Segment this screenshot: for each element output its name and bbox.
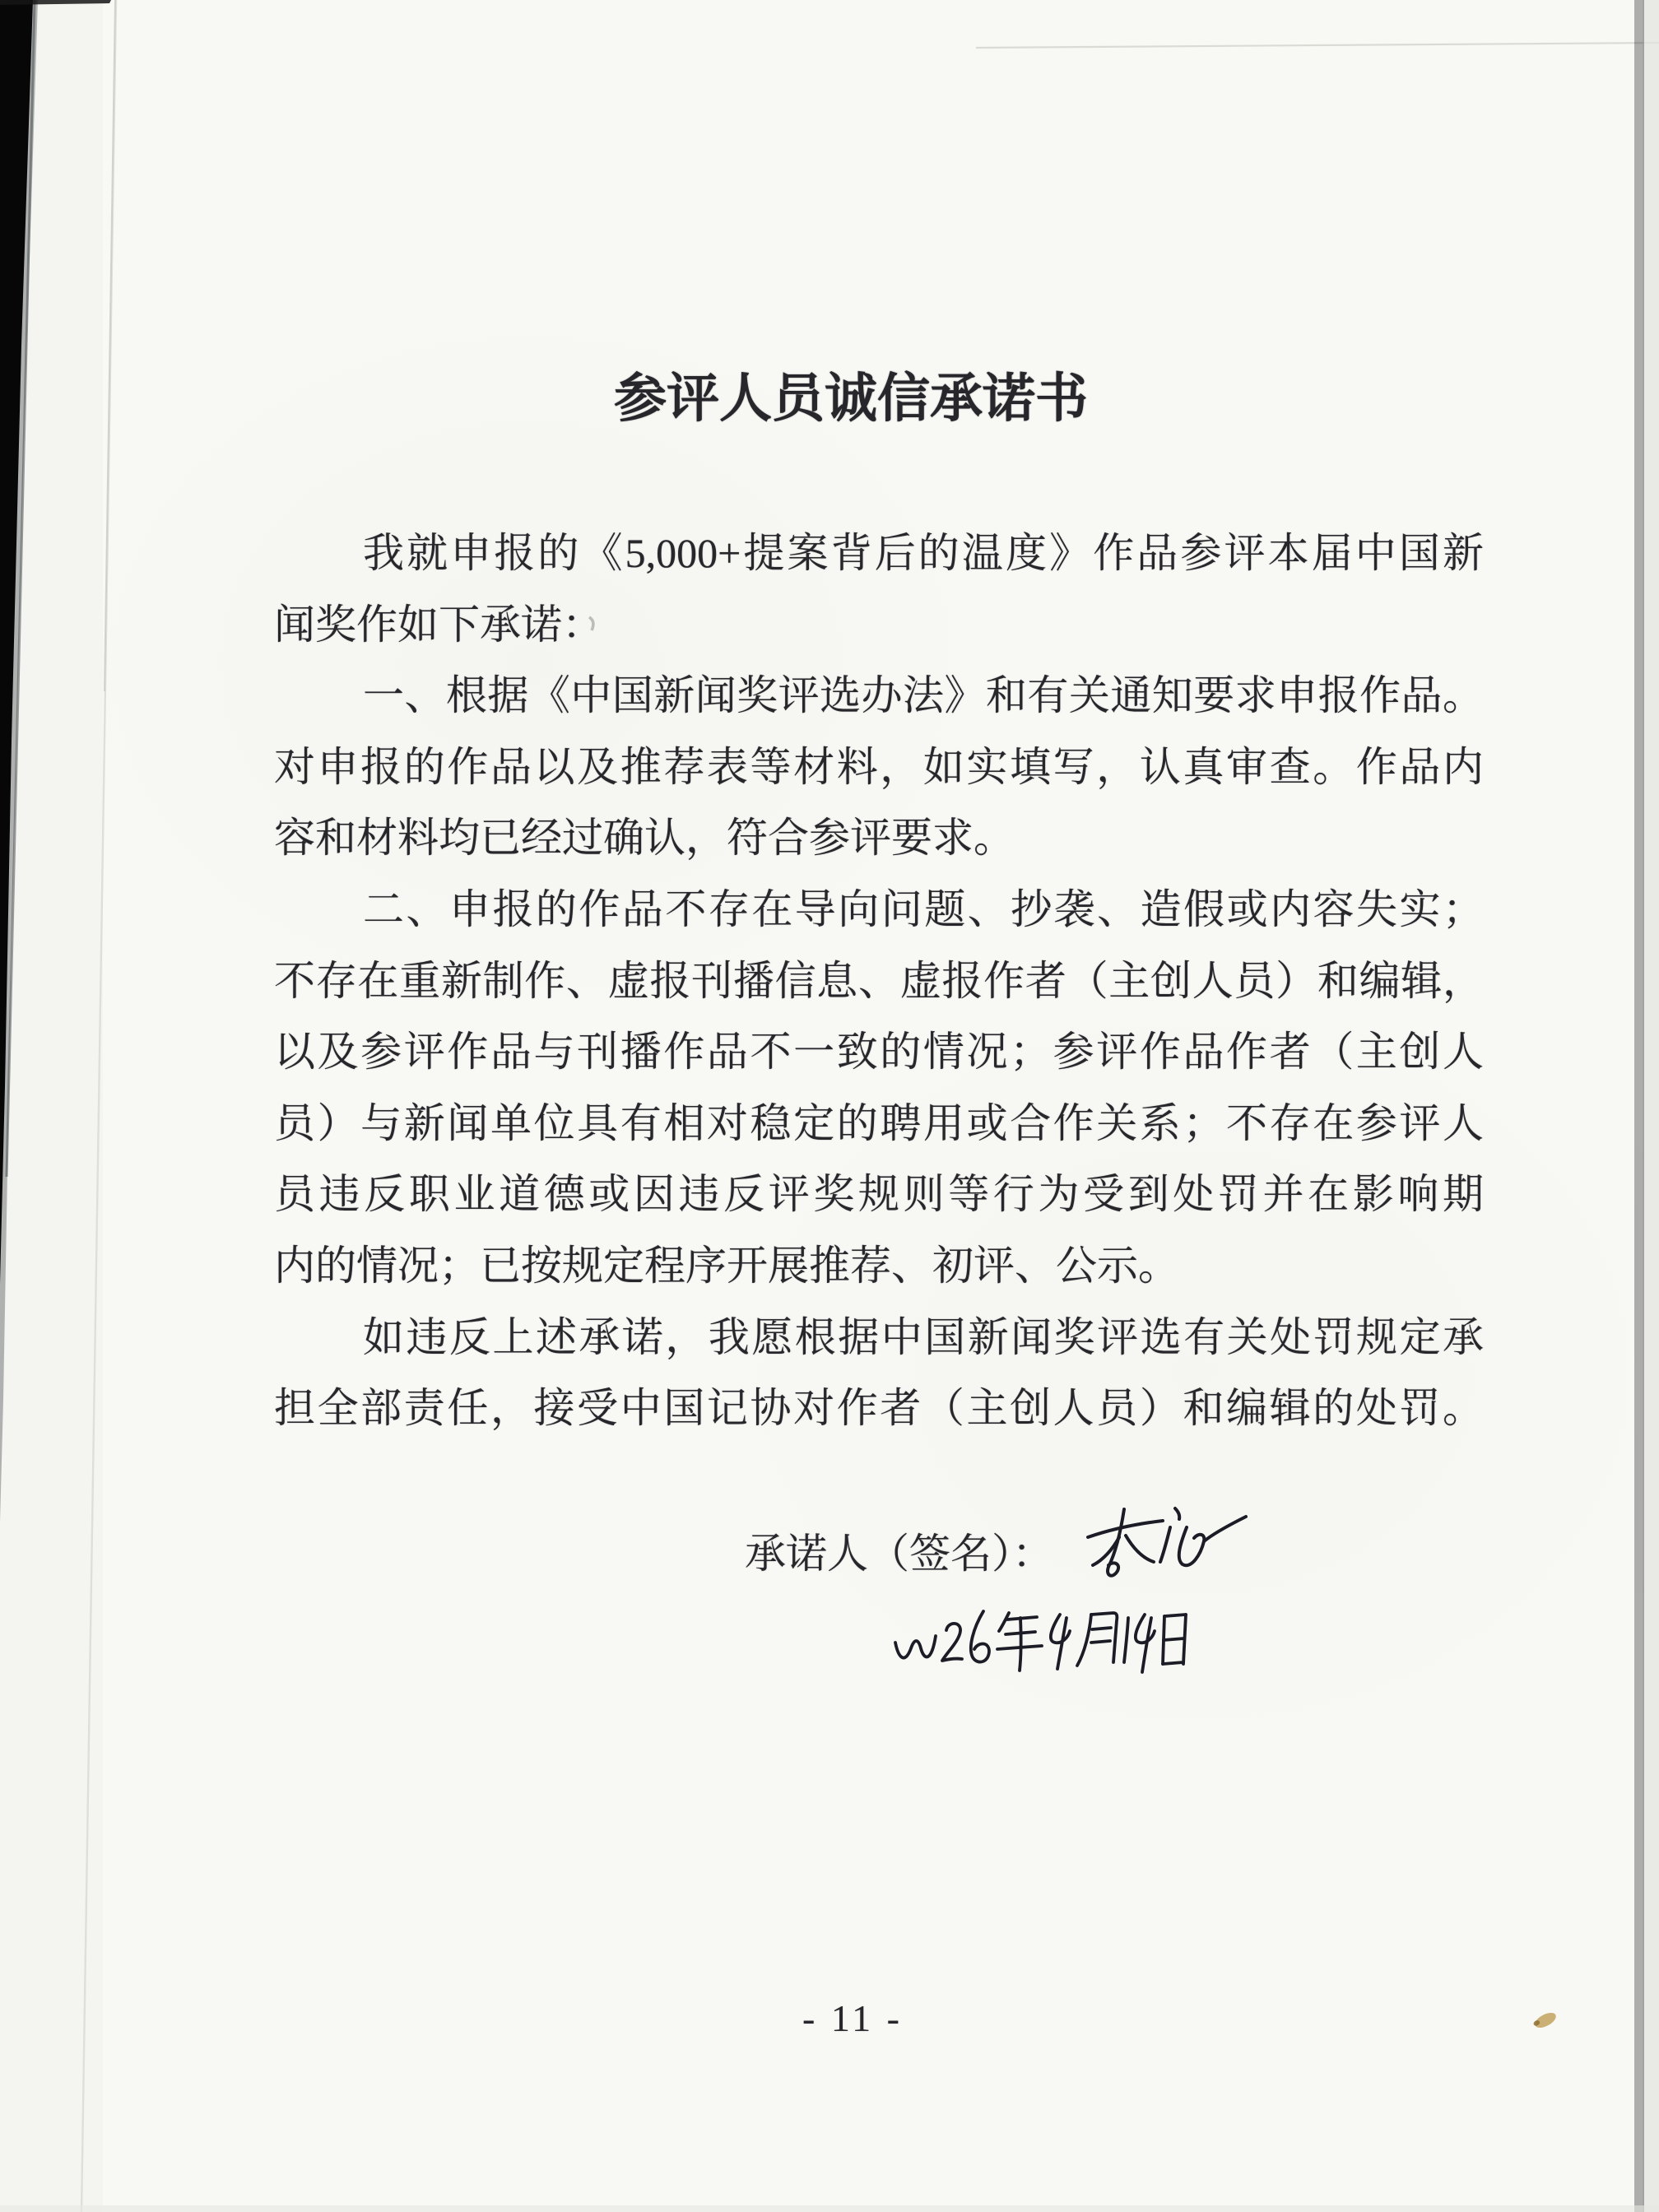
page-number: - 11 - — [802, 1997, 903, 2039]
date-char-year — [997, 1613, 1042, 1671]
signature-stroke — [1179, 1527, 1205, 1565]
top-right-scan-line — [976, 43, 1659, 48]
body-line: 二、申报的作品不存在导向问题、抄袭、造假或内容失实； — [363, 885, 1484, 932]
right-edge-strip — [1643, 0, 1659, 2212]
handwritten-signature — [1083, 1503, 1251, 1582]
signature-label: 承诺人（签名）： — [745, 1531, 1053, 1577]
date-char-day — [1163, 1615, 1186, 1664]
date-digit-2 — [942, 1624, 962, 1661]
body-line: 容和材料均已经过确认，符合参评要求。 — [274, 815, 1015, 862]
date-digit-4b — [1136, 1615, 1155, 1672]
signature-stroke — [1160, 1527, 1170, 1562]
signature-stroke — [1175, 1508, 1179, 1519]
body-line: 不存在重新制作、虚报刊播信息、虚报作者（主创人员）和编辑， — [274, 957, 1484, 1004]
document-title: 参评人员诚信承诺书 — [614, 369, 1088, 428]
body-line: 我就申报的《5,000+提案背后的温度》作品参评本届中国新 — [363, 530, 1484, 576]
date-digit-4 — [1051, 1615, 1070, 1669]
paper-speck — [1531, 2010, 1558, 2031]
body-line: 对申报的作品以及推荐表等材料，如实填写，认真审查。作品内 — [274, 743, 1484, 790]
date-digit-6 — [971, 1611, 989, 1662]
body-line: 如违反上述承诺，我愿根据中国新闻奖评选有关处罚规定承 — [363, 1313, 1484, 1360]
crease-line-upper — [105, 0, 115, 691]
date-char-month — [1077, 1613, 1117, 1666]
date-digit-20 — [895, 1636, 936, 1658]
body-line: 员违反职业道德或因违反评奖规则等行为受到处罚并在影响期 — [274, 1171, 1484, 1218]
right-edge-strip-soft — [1634, 0, 1644, 2212]
body-text — [274, 518, 1484, 1444]
signature-stroke — [1204, 1517, 1246, 1541]
bottom-edge-strip — [0, 2205, 1659, 2212]
body-line: 内的情况；已按规定程序开展推荐、初评、公示。 — [274, 1242, 1179, 1289]
signature-stroke — [1126, 1536, 1154, 1562]
body-line: 闻奖作如下承诺： — [274, 601, 603, 648]
body-line: 一、根据《中国新闻奖评选办法》和有关通知要求申报作品。 — [363, 672, 1484, 719]
body-line: 以及参评作品与刊播作品不一致的情况；参评作品作者（主创人 — [274, 1029, 1484, 1076]
body-line: 担全部责任，接受中国记协对作者（主创人员）和编辑的处罚。 — [274, 1385, 1484, 1432]
date-digit-1 — [1124, 1618, 1128, 1662]
body-line: 员）与新闻单位具有相对稳定的聘用或合作关系；不存在参评人 — [274, 1099, 1484, 1146]
handwritten-date — [887, 1603, 1193, 1685]
